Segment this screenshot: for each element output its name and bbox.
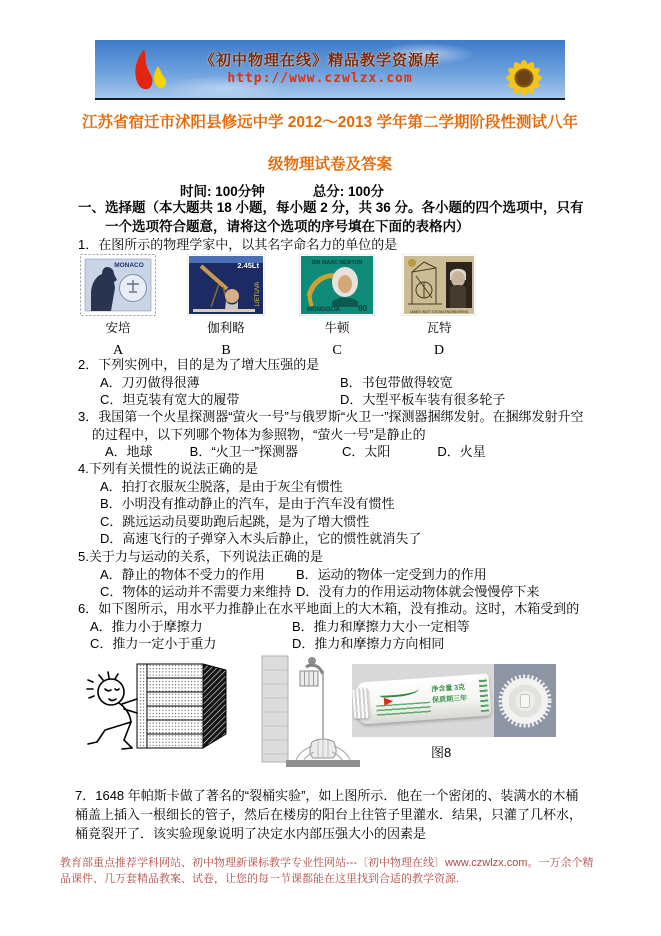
time-info: 时间: 100分钟 [180,184,265,199]
stamp-ampere-letter: A [112,343,124,358]
question-3-option-c: C．太阳 [342,444,391,459]
question-6-option-a: A．推力小于摩擦力 [90,618,203,634]
question-4-option-c: C．跳远运动员要助跑后起跳，是为了增大惯性 [100,513,370,529]
stamp-ampere-caption: 安培 [105,321,131,335]
toothpaste-text-net-weight: 净含量 3克 [431,684,466,694]
toothpaste-text-shelf-life: 保质期三年 [431,695,468,705]
question-6 [78,600,592,653]
stamp-galileo-letter: B [221,343,231,358]
toothpaste-logo-mark [379,683,420,698]
question-6-option-d: D．推力和摩擦力方向相同 [292,636,445,651]
stamp-galileo-image [187,254,265,316]
question-2 [78,356,592,409]
toothpaste-crimped-end [479,678,489,712]
stamp-newton-caption: 牛顿 [324,321,350,335]
exam-info-line [180,180,384,200]
question-1-stamps-row [80,254,476,359]
question-2-option-a: A．刀刃做得很薄 [100,374,200,390]
question-1-stem: 1．在图所示的物理学家中，以其名字命名力的单位的是 [78,237,398,252]
question-2-stem: 2．下列实例中，目的是为了增大压强的是 [78,357,320,372]
stamp-newton-country-text: MONGOLIA [307,307,340,313]
sunflower-icon [487,52,551,98]
question-6-option-c: C．推力一定小于重力 [90,636,217,651]
document-title-line1: 江苏省宿迁市沭阳县修远中学 2012～2013 学年第二学期阶段性测试八年 [81,114,579,131]
toothpaste-cap-top-photo [494,664,556,737]
banner-title: 《初中物理在线》精品教学资源库 [199,52,440,69]
gear-cap-image [494,664,556,737]
question-1 [78,236,592,254]
question-4 [78,460,592,548]
stamp-galileo-value-text: 2.45Lt [237,261,259,270]
stamp-watt-image [402,254,476,316]
question-5-option-b: B．运动的物体一定受到力的作用 [296,566,487,582]
stamp-galileo-caption: 伽利略 [207,321,245,335]
question-2-option-c: C．坦克装有宽大的履带 [100,392,240,407]
section1-heading-line1: 一、选择题（本大题共 18 小题，每小题 2 分，共 36 分。各小题的四个选项中，只有 [78,200,584,215]
question-3-option-a: A．地球 [105,444,153,459]
stamp-column-galileo [187,254,265,359]
question-6-option-b: B．推力和摩擦力大小一定相等 [292,618,470,634]
total-score-info: 总分: 100分 [312,184,385,199]
question-4-stem: 4.下列有关惯性的说法正确的是 [78,461,258,476]
section1-heading-line2: 一个选项符合题意，请将这个选项的序号填在下面的表格内） [105,218,470,234]
stamp-newton-image [299,254,375,316]
stamp-newton-value-text: 60 [358,304,367,313]
stamp-column-watt [402,254,476,359]
toothpaste-tube-photo [352,664,494,737]
question-4-options [78,478,592,548]
stamp-column-newton [299,254,375,359]
site-banner [95,40,565,100]
question-2-option-b: B．书包带做得较宽 [340,374,453,390]
toothpaste-fineprint [376,702,431,718]
question-3-options [78,443,592,461]
figures-row [0,654,661,788]
question-3-stem: 3．我国第一个火星探测器“萤火一号”与俄罗斯“火卫一”探测器捆绑发射。在捆绑发射升空的过程中，以下列哪个物体为参照物，“萤火一号”是静止的 [78,409,584,442]
question-3 [78,408,592,461]
figure8-label: 图8 [431,745,452,760]
stamp-ampere-country-text: MONACO [114,262,144,269]
question-4-option-b: B．小明没有推动静止的汽车，是由于汽车没有惯性 [100,496,395,511]
question-4-option-a: A．拍打衣服灰尘脱落，是由于灰尘有惯性 [100,478,343,494]
stamp-galileo-country-text: LIETUVA [255,281,261,307]
question-6-stem: 6．如下图所示，用水平力推静止在水平地面上的大木箱，没有推动。这时，木箱受到的 [78,601,580,616]
document-title [60,102,600,186]
figure-pushing-crate-image [85,658,233,754]
question-7 [75,786,591,843]
footer-text: 教育部重点推荐学科网站、初中物理新课标教学专业性网站---〔初中物理在线〕www.czwlzx.com。一万余个精品课件、几万套精品教案、试卷，让您的每一节课都能在这里找到合适的教学资源. [60,857,594,885]
stamp-watt-title-text: JAMES WATT STEAM ENGINEERING [409,310,469,314]
question-2-options [78,374,592,409]
question-5-option-a: A．静止的物体不受力的作用 [100,566,265,582]
banner-url: http://www.czwlzx.com [227,71,413,86]
question-3-option-d: D．火星 [437,444,486,459]
stamp-watt-caption: 瓦特 [426,321,452,335]
stamp-watt-letter: D [433,343,445,358]
question-5-option-d: D．没有力的作用运动物体就会慢慢停下来 [296,584,540,599]
question-4-option-d: D．高速飞行的子弹穿入木头后静止，它的惯性就消失了 [100,531,422,546]
section1-heading [78,199,594,236]
question-5-stem: 5.关于力与运动的关系，下列说法正确的是 [78,549,323,564]
stamp-ampere-image [80,254,156,316]
question-7-stem: 7．1648 年帕斯卡做了著名的“裂桶实验”，如上图所示．他在一个密闭的、装满水的木桶桶盖上插入一根细长的管子，然后在楼房的阳台上往管子里灌水．结果，只灌了几杯水，桶竟裂开了．该实验现象说明了决定水内部压强大小的因素是 [75,788,583,841]
question-5-option-c: C．物体的运动并不需要力来维持 [100,584,292,599]
stamp-newton-title-text: SIR ISAAC NEWTON [311,260,363,266]
stamp-newton-letter: C [332,343,342,358]
question-3-option-b: B．“火卫一”探测器 [189,444,299,459]
stamp-column-ampere [80,254,156,359]
toothpaste-tube [357,673,492,724]
question-5-options [78,566,592,601]
question-5 [78,548,592,601]
question-2-option-d: D．大型平板车装有很多轮子 [340,392,506,407]
document-title-line2: 级物理试卷及答案 [267,156,392,173]
question-6-options [78,618,592,653]
figure-toothpaste-image [352,664,556,737]
toothpaste-cap-side [352,688,370,719]
